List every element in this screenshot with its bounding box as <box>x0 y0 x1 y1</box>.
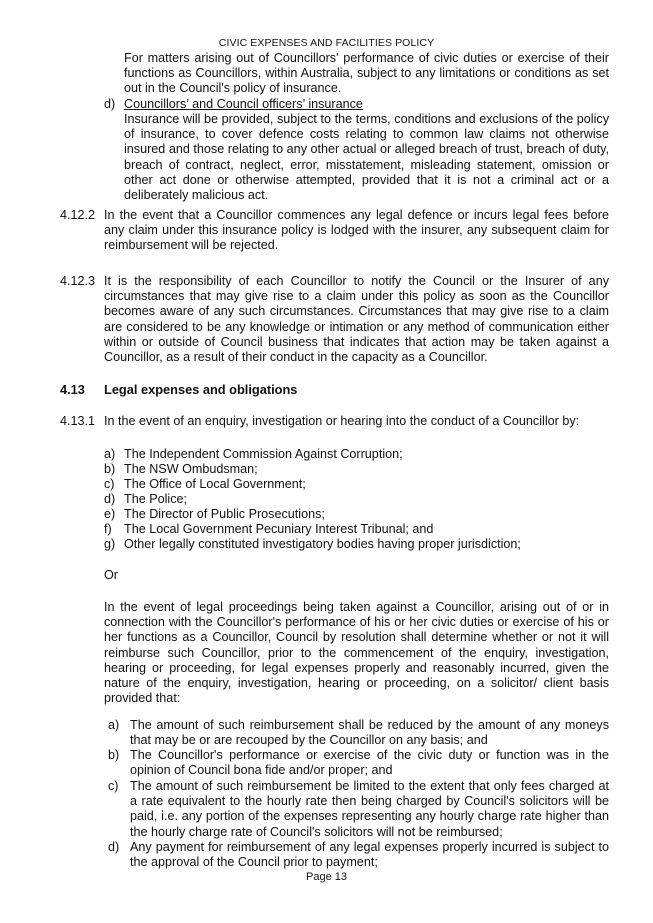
item-d-title: Councillors’ and Council officers’ insurance <box>124 97 363 111</box>
list-item <box>104 522 433 537</box>
list-item <box>104 492 187 507</box>
condition-text: The Councillor's performance or exercise of the civic duty or function was in the opinion of Council bona fide and/or proper; and <box>130 748 609 778</box>
condition-marker: d) <box>108 840 120 854</box>
list-marker: f) <box>104 522 112 536</box>
list-marker: c) <box>104 477 115 491</box>
list-marker: g) <box>104 537 116 551</box>
list-marker: d) <box>104 492 116 506</box>
page-header: CIVIC EXPENSES AND FACILITIES POLICY <box>218 37 435 49</box>
list-item <box>104 537 521 552</box>
section-4-12-3-number: 4.12.3 <box>60 274 96 288</box>
list-text: The Local Government Pecuniary Interest Tribunal; and <box>124 522 434 536</box>
list-marker: a) <box>104 447 116 461</box>
condition-text: Any payment for reimbursement of any legal expenses properly incurred is subject to the approval of the Council prior to payment; <box>130 840 609 870</box>
list-text: Other legally constituted investigatory bodies having proper jurisdiction; <box>124 537 521 551</box>
or-text: Or <box>104 568 118 582</box>
section-4-13-1-number: 4.13.1 <box>60 414 96 428</box>
list-text: The NSW Ombudsman; <box>124 462 258 476</box>
condition-text: The amount of such reimbursement be limited to the extent that only fees charged at a rate equivalent to the hourly rate then being charged by Council's solicitors will be paid, i.e. any portion of the expenses representing any hourly charge rate higher than the hourly charge rate of Council's solicitors will not be reimbursed; <box>130 779 609 839</box>
list-text: The Independent Commission Against Corruption; <box>124 447 403 461</box>
list-item <box>104 462 258 477</box>
list-text: The Director of Public Prosecutions; <box>124 507 325 521</box>
condition-marker: c) <box>108 779 119 793</box>
list-item <box>104 477 306 492</box>
condition-item <box>108 748 609 778</box>
condition-item <box>108 718 609 748</box>
list-text: The Office of Local Government; <box>124 477 306 491</box>
condition-item <box>108 840 609 870</box>
intro-paragraph: For matters arising out of Councillors' performance of civic duties or exercise of their functions as Councillors, within Australia, subject to any limitations or conditions as set out in the Council's policy of insurance. <box>124 51 609 96</box>
condition-text: The amount of such reimbursement shall be reduced by the amount of any moneys that may be or are recouped by the Councillor on any basis; and <box>130 718 609 748</box>
condition-marker: a) <box>108 718 120 732</box>
section-4-12-3-text: It is the responsibility of each Councillor to notify the Council or the Insurer of any circumstances that may give rise to a claim under this policy as soon as the Councillor becomes aware of any such circumstances. Circumstances that may give rise to a claim are considered to be any knowledge or intimation or any method of communication either within or outside of Council business that indicates that action may be taken against a Councillor, as a result of their conduct in the capacity as a Councillor. <box>104 274 609 365</box>
proceedings-paragraph: In the event of legal proceedings being taken against a Councillor, arising out of or in connection with the Councillor's performance of his or her civic duties or exercise of his or her functions as a Councillor, Council by resolution shall determine whether or not it will reimburse such Councillor, prior to the commencement of the enquiry, investigation, hearing or proceeding, for legal expenses properly and reasonably incurred, given the nature of the enquiry, investigation, hearing or proceeding, on a solicitor/ client basis provided that: <box>104 600 609 706</box>
section-4-13-1-text: In the event of an enquiry, investigation or hearing into the conduct of a Councillor by: <box>104 414 580 428</box>
condition-item <box>108 779 609 840</box>
page-number: Page 13 <box>306 871 347 883</box>
section-4-13-title: Legal expenses and obligations <box>104 382 298 397</box>
list-item <box>104 447 403 462</box>
item-d-text: Insurance will be provided, subject to the terms, conditions and exclusions of the policy of insurance, to cover defence costs relating to common law claims not otherwise insured and those relating to any other actual or alleged breach of trust, breach of duty, breach of contract, neglect, error, misstatement, misleading statement, omission or other act done or otherwise attempted, provided that it is not a criminal act or a deliberately malicious act. <box>124 112 609 203</box>
list-marker: e) <box>104 507 116 521</box>
list-item <box>104 507 325 522</box>
section-4-12-2-text: In the event that a Councillor commences any legal defence or incurs legal fees before any claim under this insurance policy is lodged with the insurer, any subsequent claim for reimbursement will be rejected. <box>104 208 609 253</box>
item-d-marker: d) <box>104 97 116 111</box>
section-4-12-2-number: 4.12.2 <box>60 208 96 222</box>
list-text: The Police; <box>124 492 187 506</box>
section-4-13-number: 4.13 <box>60 382 85 397</box>
list-marker: b) <box>104 462 116 476</box>
condition-marker: b) <box>108 748 120 762</box>
